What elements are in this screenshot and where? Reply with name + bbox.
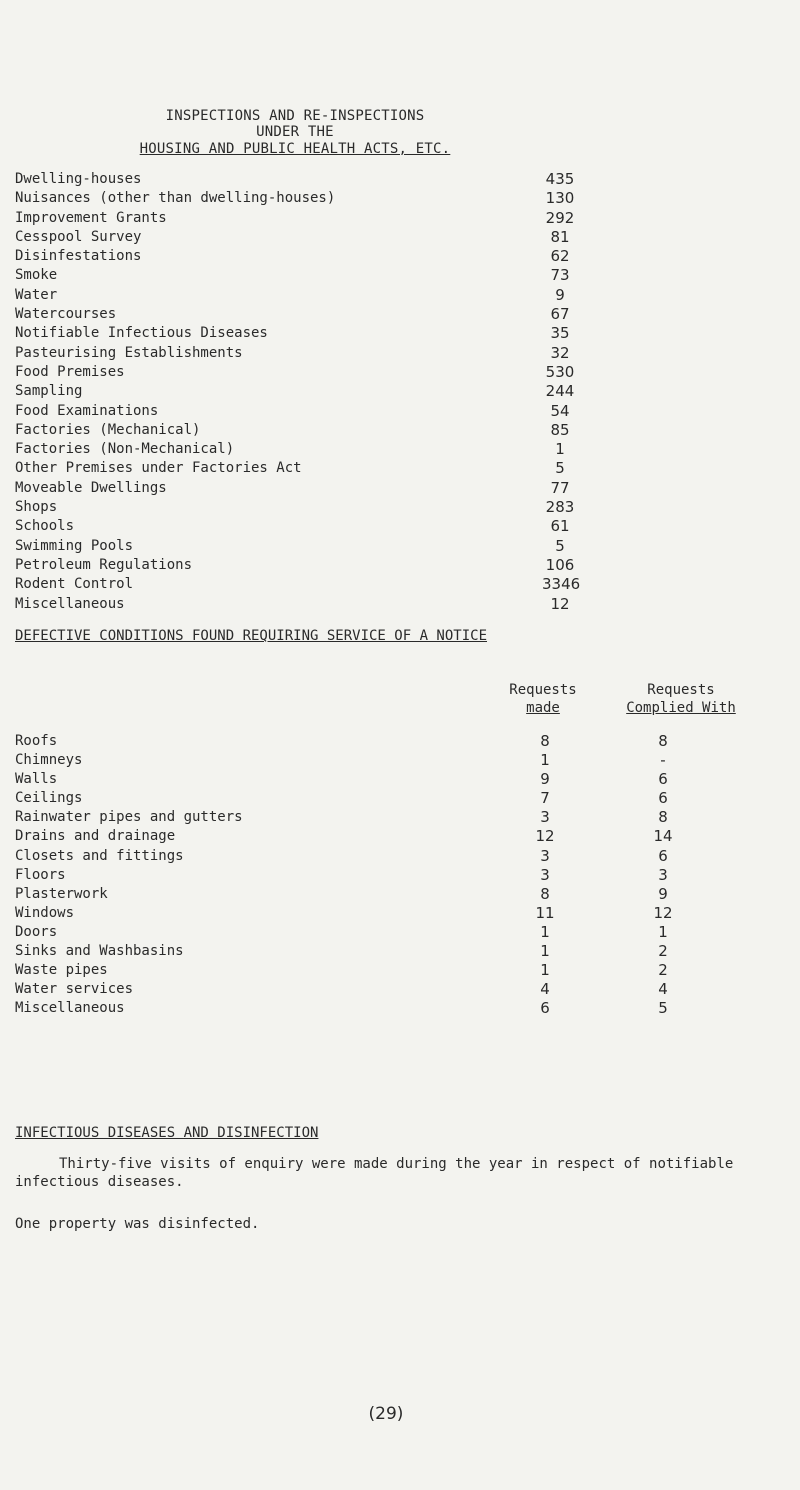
inspection-label: Shops bbox=[15, 499, 58, 516]
defect-requests-complied: 8 bbox=[658, 732, 668, 750]
defect-label: Sinks and Washbasins bbox=[15, 943, 184, 960]
defect-label: Roofs bbox=[15, 733, 58, 749]
defect-requests-made: 3 bbox=[540, 865, 550, 884]
defect-label: Ceilings bbox=[15, 790, 83, 807]
defect-requests-made: 3 bbox=[540, 808, 550, 827]
defective-heading: DEFECTIVE CONDITIONS FOUND REQUIRING SERVICE OF A NOTICE bbox=[15, 628, 488, 644]
defect-requests-made: 12 bbox=[535, 827, 555, 846]
infectious-paragraph-2: One property was disinfected. bbox=[15, 1216, 260, 1232]
defect-requests-complied: 6 bbox=[658, 770, 668, 789]
inspection-count: 283 bbox=[545, 498, 575, 517]
inspections-list bbox=[15, 170, 785, 614]
inspection-label: Disinfestations bbox=[15, 248, 142, 265]
inspection-label: Swimming Pools bbox=[15, 537, 134, 554]
page-number-text: (29) bbox=[368, 1404, 404, 1424]
inspection-count: 62 bbox=[550, 247, 570, 266]
inspection-label: Sampling bbox=[15, 383, 83, 400]
inspection-label: Rodent Control bbox=[15, 576, 134, 593]
defect-requests-complied: - bbox=[660, 751, 666, 770]
title-line-3: HOUSING AND PUBLIC HEALTH ACTS, ETC. bbox=[139, 141, 451, 157]
inspection-row bbox=[15, 402, 785, 421]
inspection-row bbox=[15, 421, 785, 440]
defect-label: Walls bbox=[15, 771, 58, 788]
inspection-count: 5 bbox=[555, 536, 565, 555]
inspection-count: 67 bbox=[550, 305, 570, 324]
inspection-row bbox=[15, 189, 785, 208]
inspection-row bbox=[15, 556, 785, 575]
defect-row bbox=[15, 961, 785, 980]
defect-label: Drains and drainage bbox=[15, 828, 176, 845]
defect-row bbox=[15, 808, 785, 827]
inspection-row bbox=[15, 209, 785, 228]
inspection-label: Food Premises bbox=[15, 363, 125, 380]
inspection-count: 61 bbox=[550, 517, 570, 536]
inspection-row bbox=[15, 170, 785, 189]
inspection-count: 73 bbox=[550, 266, 570, 285]
inspection-count: 5 bbox=[555, 459, 565, 478]
inspection-count: 54 bbox=[550, 401, 570, 420]
inspection-row bbox=[15, 595, 785, 614]
defect-row bbox=[15, 923, 785, 942]
inspection-label: Schools bbox=[15, 518, 75, 535]
defect-label: Closets and fittings bbox=[15, 847, 184, 864]
defect-requests-made: 9 bbox=[540, 770, 550, 789]
inspection-count: 85 bbox=[550, 420, 570, 439]
inspection-row bbox=[15, 363, 785, 382]
defects-table bbox=[15, 732, 785, 1018]
inspection-label: Water bbox=[15, 286, 58, 303]
inspection-count: 292 bbox=[545, 208, 575, 227]
defect-row bbox=[15, 751, 785, 770]
defect-requests-made: 1 bbox=[540, 751, 550, 770]
page-number bbox=[0, 1404, 800, 1424]
inspection-label: Watercourses bbox=[15, 306, 117, 323]
inspection-row bbox=[15, 382, 785, 401]
inspection-label: Other Premises under Factories Act bbox=[15, 460, 302, 477]
defect-requests-made: 1 bbox=[540, 942, 550, 961]
defect-row bbox=[15, 789, 785, 808]
defect-row bbox=[15, 904, 785, 923]
inspection-count: 77 bbox=[550, 478, 570, 497]
defect-row bbox=[15, 999, 785, 1018]
inspection-row bbox=[15, 479, 785, 498]
inspection-count: 530 bbox=[545, 362, 575, 381]
inspection-row bbox=[15, 498, 785, 517]
inspection-label: Factories (Non-Mechanical) bbox=[15, 441, 235, 458]
defect-requests-complied: 12 bbox=[653, 903, 673, 922]
inspection-label: Factories (Mechanical) bbox=[15, 421, 201, 438]
defect-requests-complied: 8 bbox=[658, 808, 668, 827]
inspection-label: Food Examinations bbox=[15, 402, 159, 419]
defect-label: Plasterwork bbox=[15, 885, 108, 902]
defect-requests-complied: 2 bbox=[658, 942, 668, 961]
title-line-2: UNDER THE bbox=[256, 124, 334, 140]
inspection-count: 81 bbox=[550, 227, 570, 246]
inspection-row bbox=[15, 286, 785, 305]
defect-requests-complied: 9 bbox=[658, 884, 668, 903]
inspection-count: 130 bbox=[545, 189, 575, 208]
inspection-row bbox=[15, 266, 785, 285]
defect-requests-complied: 14 bbox=[653, 827, 673, 846]
defect-row bbox=[15, 942, 785, 961]
requests-made-header-line2: made bbox=[526, 700, 560, 716]
defect-requests-complied: 6 bbox=[658, 846, 668, 865]
defect-row bbox=[15, 866, 785, 885]
defect-requests-made: 8 bbox=[540, 732, 550, 750]
inspection-row bbox=[15, 459, 785, 478]
defect-requests-complied: 4 bbox=[658, 980, 668, 999]
requests-complied-header bbox=[601, 681, 761, 717]
inspection-label: Improvement Grants bbox=[15, 209, 167, 226]
defect-requests-complied: 1 bbox=[658, 922, 668, 941]
inspection-row bbox=[15, 440, 785, 459]
defect-requests-made: 8 bbox=[540, 884, 550, 903]
inspection-count: 106 bbox=[545, 555, 575, 574]
inspection-count: 244 bbox=[545, 382, 575, 401]
requests-made-header bbox=[488, 681, 598, 717]
requests-complied-header-line2: Complied With bbox=[626, 700, 736, 716]
defect-requests-complied: 3 bbox=[658, 865, 668, 884]
defect-label: Water services bbox=[15, 981, 134, 998]
defect-label: Doors bbox=[15, 923, 58, 940]
defect-requests-complied: 2 bbox=[658, 961, 668, 980]
defect-label: Miscellaneous bbox=[15, 1000, 125, 1017]
inspection-label: Notifiable Infectious Diseases bbox=[15, 325, 268, 342]
requests-complied-header-line1: Requests bbox=[647, 682, 715, 698]
inspection-count: 12 bbox=[550, 594, 570, 613]
defect-label: Rainwater pipes and gutters bbox=[15, 809, 243, 826]
title-line-1: INSPECTIONS AND RE-INSPECTIONS bbox=[165, 108, 425, 124]
defect-requests-made: 7 bbox=[540, 789, 550, 808]
inspection-row bbox=[15, 344, 785, 363]
inspection-label: Nuisances (other than dwelling-houses) bbox=[15, 190, 336, 207]
inspection-label: Pasteurising Establishments bbox=[15, 344, 243, 361]
inspection-row bbox=[15, 517, 785, 536]
defect-row bbox=[15, 980, 785, 999]
defect-row bbox=[15, 885, 785, 904]
inspection-label: Miscellaneous bbox=[15, 595, 125, 612]
inspection-row bbox=[15, 305, 785, 324]
defect-row bbox=[15, 770, 785, 789]
defect-row bbox=[15, 827, 785, 846]
defect-requests-made: 1 bbox=[540, 961, 550, 980]
inspection-row bbox=[15, 324, 785, 343]
inspection-row bbox=[15, 247, 785, 266]
inspection-row bbox=[15, 228, 785, 247]
defect-requests-made: 1 bbox=[540, 922, 550, 941]
defect-label: Waste pipes bbox=[15, 962, 108, 979]
defect-requests-complied: 6 bbox=[658, 789, 668, 808]
defect-label: Floors bbox=[15, 866, 66, 883]
infectious-paragraph-1: Thirty-five visits of enquiry were made during the year in respect of notifiable infectious diseases. bbox=[15, 1156, 734, 1190]
defect-row bbox=[15, 732, 785, 751]
defect-label: Windows bbox=[15, 904, 75, 921]
inspection-label: Dwelling-houses bbox=[15, 171, 142, 187]
inspection-label: Petroleum Regulations bbox=[15, 556, 193, 573]
defect-label: Chimneys bbox=[15, 752, 83, 769]
inspection-row bbox=[15, 537, 785, 556]
inspection-count: 35 bbox=[550, 324, 570, 343]
inspection-count: 1 bbox=[555, 440, 565, 459]
inspection-count: 3346 bbox=[542, 575, 581, 594]
defect-requests-made: 6 bbox=[540, 999, 550, 1018]
defect-requests-made: 4 bbox=[540, 980, 550, 999]
inspection-label: Smoke bbox=[15, 267, 58, 284]
inspection-label: Moveable Dwellings bbox=[15, 479, 167, 496]
inspection-count: 435 bbox=[545, 170, 575, 188]
defect-requests-made: 3 bbox=[540, 846, 550, 865]
inspection-count: 9 bbox=[555, 285, 565, 304]
inspection-label: Cesspool Survey bbox=[15, 228, 142, 245]
inspection-count: 32 bbox=[550, 343, 570, 362]
defect-requests-complied: 5 bbox=[658, 999, 668, 1018]
defect-requests-made: 11 bbox=[535, 903, 555, 922]
requests-made-header-line1: Requests bbox=[509, 682, 577, 698]
inspection-row bbox=[15, 575, 785, 594]
infectious-heading: INFECTIOUS DISEASES AND DISINFECTION bbox=[15, 1125, 319, 1141]
defect-row bbox=[15, 847, 785, 866]
